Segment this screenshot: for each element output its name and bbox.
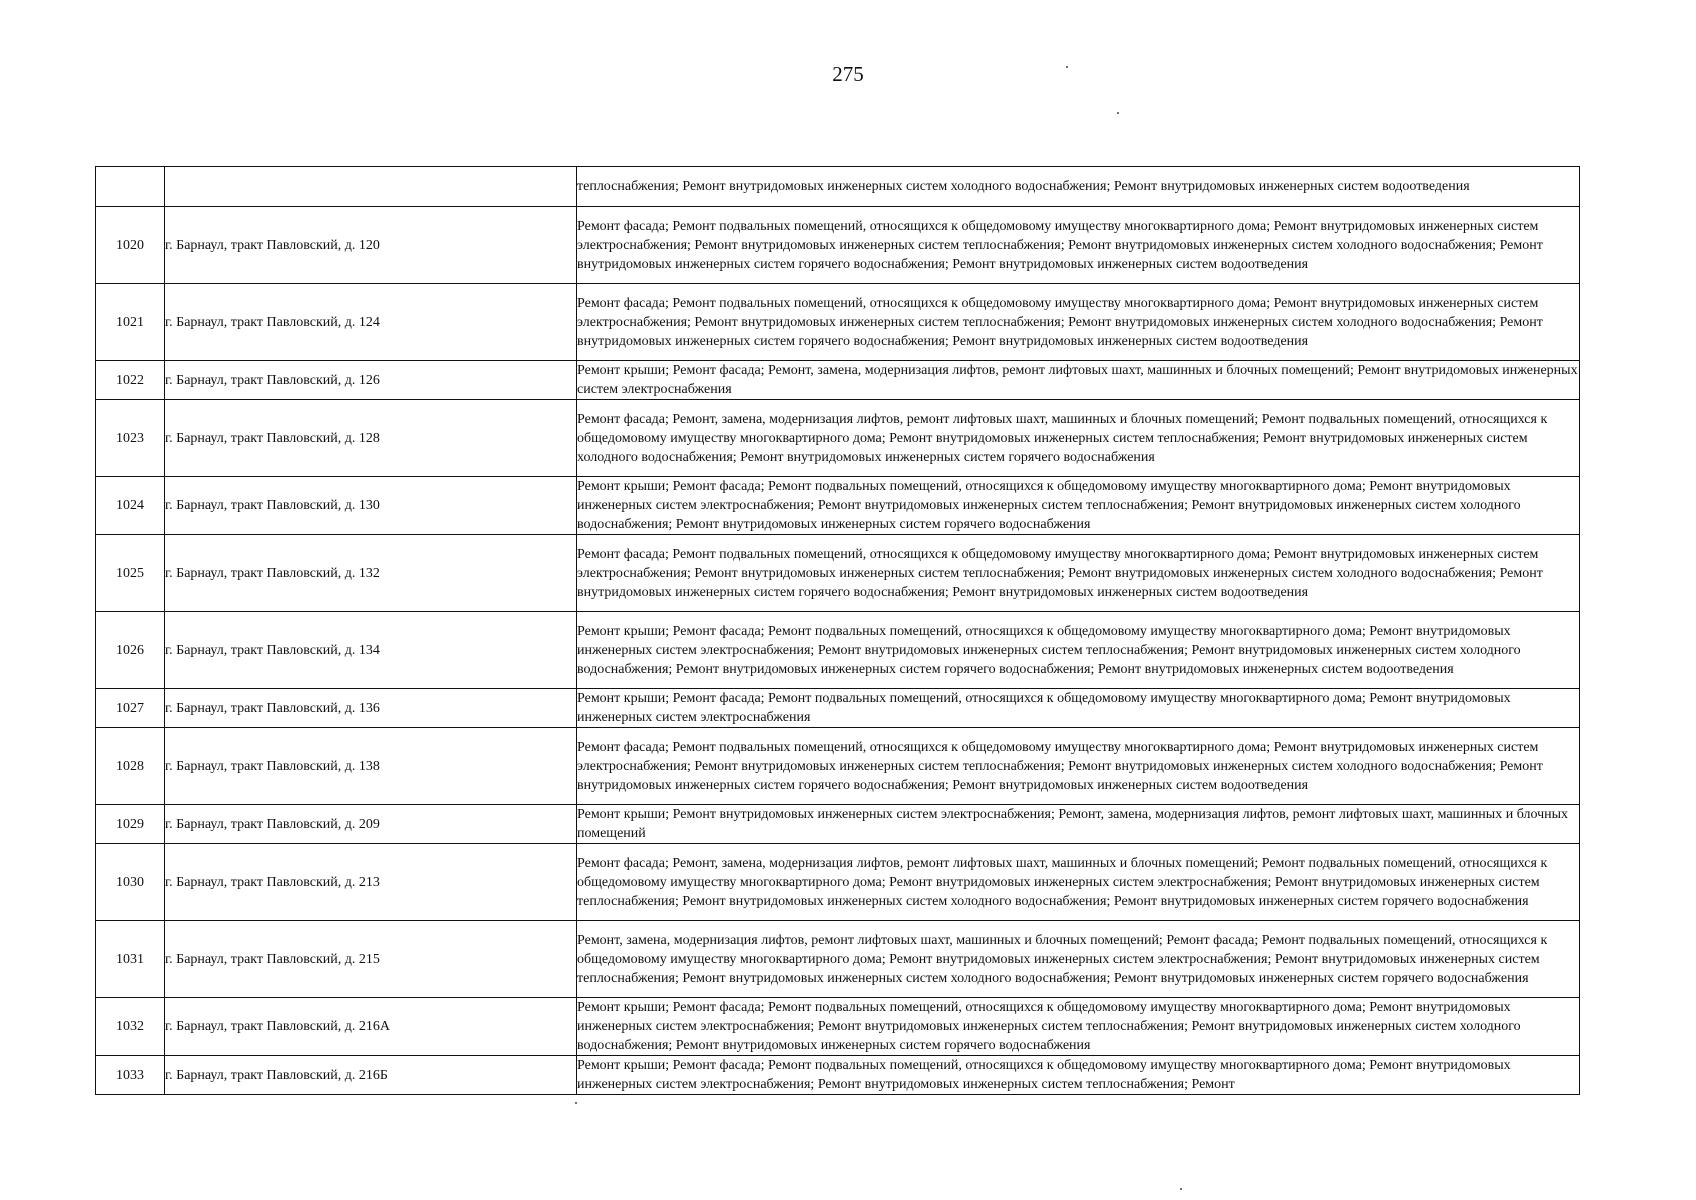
row-address: г. Барнаул, тракт Павловский, д. 216Б bbox=[165, 1056, 577, 1095]
table-row bbox=[96, 612, 1580, 689]
row-number: 1022 bbox=[96, 361, 165, 400]
row-number: 1021 bbox=[96, 284, 165, 361]
row-works-text: Ремонт фасада; Ремонт подвальных помещений, относящихся к общедомовому имуществу многоквартирного дома; Ремонт внутридомовых инженерных систем электроснабжения; Ремонт внутридомовых инженерных систем теплоснабжения; Ремонт внутридомовых инженерных систем холодного водоснабжения; Ремонт внутридомовых инженерных систем горячего водоснабжения; Ремонт внутридомовых инженерных систем водоотведения bbox=[577, 739, 1543, 793]
table-row bbox=[96, 361, 1580, 400]
row-works-text: Ремонт фасада; Ремонт подвальных помещений, относящихся к общедомовому имуществу многоквартирного дома; Ремонт внутридомовых инженерных систем электроснабжения; Ремонт внутридомовых инженерных систем теплоснабжения; Ремонт внутридомовых инженерных систем холодного водоснабжения; Ремонт внутридомовых инженерных систем горячего водоснабжения; Ремонт внутридомовых инженерных систем водоотведения bbox=[577, 218, 1543, 272]
table-row bbox=[96, 535, 1580, 612]
row-works bbox=[577, 998, 1580, 1056]
row-works bbox=[577, 400, 1580, 477]
row-number: 1027 bbox=[96, 689, 165, 728]
row-address: г. Барнаул, тракт Павловский, д. 134 bbox=[165, 612, 577, 689]
row-address: г. Барнаул, тракт Павловский, д. 138 bbox=[165, 728, 577, 805]
row-works bbox=[577, 361, 1580, 400]
row-works-text: теплоснабжения; Ремонт внутридомовых инженерных систем холодного водоснабжения; Ремонт внутридомовых инженерных систем водоотведения bbox=[577, 179, 1470, 194]
row-works bbox=[577, 284, 1580, 361]
table-row bbox=[96, 689, 1580, 728]
table-row bbox=[96, 1056, 1580, 1095]
row-address: г. Барнаул, тракт Павловский, д. 124 bbox=[165, 284, 577, 361]
row-works bbox=[577, 805, 1580, 844]
row-address: г. Барнаул, тракт Павловский, д. 216А bbox=[165, 998, 577, 1056]
row-works bbox=[577, 207, 1580, 284]
page-number: 275 bbox=[832, 62, 864, 86]
row-works-text: Ремонт крыши; Ремонт внутридомовых инженерных систем электроснабжения; Ремонт, замена, модернизация лифтов, ремонт лифтовых шахт, машинных и блочных помещений bbox=[577, 807, 1569, 841]
row-address: г. Барнаул, тракт Павловский, д. 209 bbox=[165, 805, 577, 844]
table-body bbox=[96, 167, 1580, 1095]
row-works-text: Ремонт фасада; Ремонт, замена, модернизация лифтов, ремонт лифтовых шахт, машинных и блочных помещений; Ремонт подвальных помещений, относящихся к общедомовому имуществу многоквартирного дома; Ремонт внутридомовых инженерных систем теплоснабжения; Ремонт внутридомовых инженерных систем холодного водоснабжения; Ремонт внутридомовых инженерных систем горячего водоснабжения bbox=[577, 411, 1548, 465]
repair-registry-table bbox=[95, 166, 1580, 1095]
table-row bbox=[96, 998, 1580, 1056]
row-number: 1026 bbox=[96, 612, 165, 689]
table-row bbox=[96, 477, 1580, 535]
row-works-text: Ремонт фасада; Ремонт подвальных помещений, относящихся к общедомовому имуществу многоквартирного дома; Ремонт внутридомовых инженерных систем электроснабжения; Ремонт внутридомовых инженерных систем теплоснабжения; Ремонт внутридомовых инженерных систем холодного водоснабжения; Ремонт внутридомовых инженерных систем горячего водоснабжения; Ремонт внутридомовых инженерных систем водоотведения bbox=[577, 546, 1543, 600]
row-number: 1031 bbox=[96, 921, 165, 998]
scan-speck bbox=[575, 1102, 577, 1104]
table-row bbox=[96, 805, 1580, 844]
table-row bbox=[96, 284, 1580, 361]
row-number: 1030 bbox=[96, 844, 165, 921]
row-works bbox=[577, 728, 1580, 805]
row-works-text: Ремонт крыши; Ремонт фасада; Ремонт подвальных помещений, относящихся к общедомовому имуществу многоквартирного дома; Ремонт внутридомовых инженерных систем электроснабжения; Ремонт внутридомовых инженерных систем теплоснабжения; Ремонт внутридомовых инженерных систем холодного водоснабжения; Ремонт внутридомовых инженерных систем горячего водоснабжения bbox=[577, 479, 1521, 532]
scan-speck bbox=[1066, 66, 1068, 68]
row-address: г. Барнаул, тракт Павловский, д. 128 bbox=[165, 400, 577, 477]
row-address: г. Барнаул, тракт Павловский, д. 120 bbox=[165, 207, 577, 284]
scan-speck bbox=[1180, 1188, 1182, 1190]
row-number: 1020 bbox=[96, 207, 165, 284]
row-works bbox=[577, 844, 1580, 921]
row-works-text: Ремонт крыши; Ремонт фасада; Ремонт подвальных помещений, относящихся к общедомовому имуществу многоквартирного дома; Ремонт внутридомовых инженерных систем электроснабжения; Ремонт внутридомовых инженерных систем теплоснабжения; Ремонт внутридомовых инженерных систем холодного водоснабжения; Ремонт внутридомовых инженерных систем горячего водоснабжения bbox=[577, 1000, 1521, 1053]
row-works-text: Ремонт фасада; Ремонт подвальных помещений, относящихся к общедомовому имуществу многоквартирного дома; Ремонт внутридомовых инженерных систем электроснабжения; Ремонт внутридомовых инженерных систем теплоснабжения; Ремонт внутридомовых инженерных систем холодного водоснабжения; Ремонт внутридомовых инженерных систем горячего водоснабжения; Ремонт внутридомовых инженерных систем водоотведения bbox=[577, 295, 1543, 349]
table-row bbox=[96, 167, 1580, 207]
table-row bbox=[96, 728, 1580, 805]
row-works-text: Ремонт крыши; Ремонт фасада; Ремонт подвальных помещений, относящихся к общедомовому имуществу многоквартирного дома; Ремонт внутридомовых инженерных систем электроснабжения bbox=[577, 691, 1511, 725]
row-number: 1029 bbox=[96, 805, 165, 844]
row-number: 1028 bbox=[96, 728, 165, 805]
row-works-text: Ремонт крыши; Ремонт фасада; Ремонт подвальных помещений, относящихся к общедомовому имуществу многоквартирного дома; Ремонт внутридомовых инженерных систем электроснабжения; Ремонт внутридомовых инженерных систем теплоснабжения; Ремонт bbox=[577, 1058, 1511, 1092]
row-address: г. Барнаул, тракт Павловский, д. 213 bbox=[165, 844, 577, 921]
row-works bbox=[577, 167, 1580, 207]
row-address: г. Барнаул, тракт Павловский, д. 130 bbox=[165, 477, 577, 535]
table-row bbox=[96, 400, 1580, 477]
row-number: 1023 bbox=[96, 400, 165, 477]
row-number: 1024 bbox=[96, 477, 165, 535]
row-number: 1032 bbox=[96, 998, 165, 1056]
row-address: г. Барнаул, тракт Павловский, д. 215 bbox=[165, 921, 577, 998]
row-works-text: Ремонт, замена, модернизация лифтов, ремонт лифтовых шахт, машинных и блочных помещений; Ремонт фасада; Ремонт подвальных помещений, относящихся к общедомовому имуществу многоквартирного дома; Ремонт внутридомовых инженерных систем электроснабжения; Ремонт внутридомовых инженерных систем теплоснабжения; Ремонт внутридомовых инженерных систем холодного водоснабжения; Ремонт внутридомовых инженерных систем горячего водоснабжения bbox=[577, 932, 1548, 986]
table-row bbox=[96, 921, 1580, 998]
scan-speck bbox=[1117, 112, 1119, 114]
table-row bbox=[96, 207, 1580, 284]
row-works-text: Ремонт крыши; Ремонт фасада; Ремонт, замена, модернизация лифтов, ремонт лифтовых шахт, машинных и блочных помещений; Ремонт внутридомовых инженерных систем электроснабжения bbox=[577, 363, 1578, 397]
row-works bbox=[577, 921, 1580, 998]
table-row bbox=[96, 844, 1580, 921]
row-address: г. Барнаул, тракт Павловский, д. 136 bbox=[165, 689, 577, 728]
row-number bbox=[96, 167, 165, 207]
row-works-text: Ремонт фасада; Ремонт, замена, модернизация лифтов, ремонт лифтовых шахт, машинных и блочных помещений; Ремонт подвальных помещений, относящихся к общедомовому имуществу многоквартирного дома; Ремонт внутридомовых инженерных систем электроснабжения; Ремонт внутридомовых инженерных систем теплоснабжения; Ремонт внутридомовых инженерных систем холодного водоснабжения; Ремонт внутридомовых инженерных систем горячего водоснабжения bbox=[577, 855, 1548, 909]
row-works-text: Ремонт крыши; Ремонт фасада; Ремонт подвальных помещений, относящихся к общедомовому имуществу многоквартирного дома; Ремонт внутридомовых инженерных систем электроснабжения; Ремонт внутридомовых инженерных систем теплоснабжения; Ремонт внутридомовых инженерных систем холодного водоснабжения; Ремонт внутридомовых инженерных систем горячего водоснабжения; Ремонт внутридомовых инженерных систем водоотведения bbox=[577, 623, 1521, 677]
row-address: г. Барнаул, тракт Павловский, д. 126 bbox=[165, 361, 577, 400]
row-works bbox=[577, 477, 1580, 535]
row-number: 1025 bbox=[96, 535, 165, 612]
row-works bbox=[577, 612, 1580, 689]
row-works bbox=[577, 1056, 1580, 1095]
row-works bbox=[577, 689, 1580, 728]
row-number: 1033 bbox=[96, 1056, 165, 1095]
row-works bbox=[577, 535, 1580, 612]
row-address: г. Барнаул, тракт Павловский, д. 132 bbox=[165, 535, 577, 612]
row-address bbox=[165, 167, 577, 207]
